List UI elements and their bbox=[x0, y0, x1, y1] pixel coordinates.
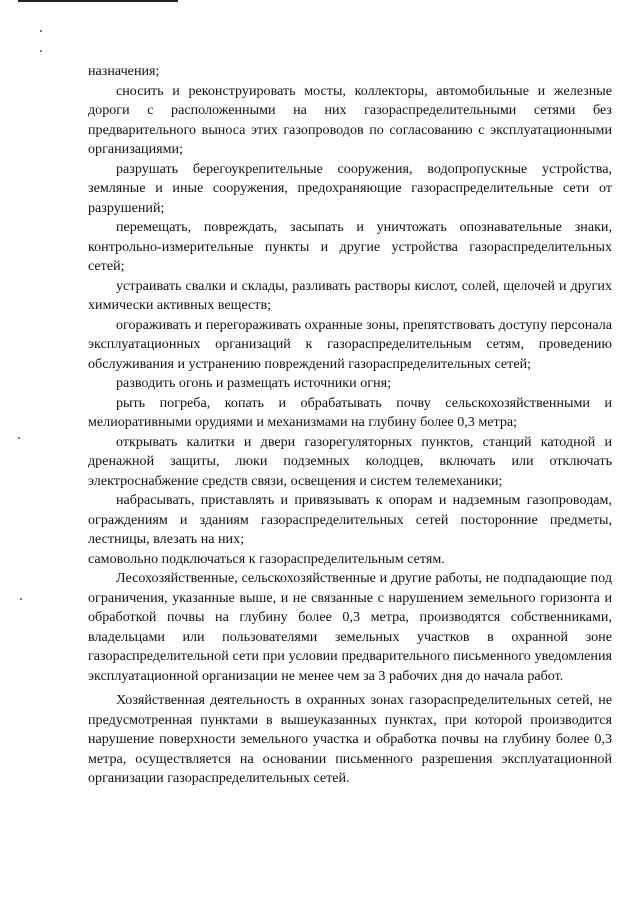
paragraph-item-fire: разводить огонь и размещать источники огня; bbox=[116, 375, 391, 391]
paragraph-item-bankworks: разрушать берегоукрепительные сооружения, водопропускные устройства, земляные и иные сооружения, предохраняющие газораспределительные сети от разрушений; bbox=[88, 160, 612, 216]
paragraph-item-bridges: сносить и реконструировать мосты, коллекторы, автомобильные и железные дороги с расположенными на них газораспределительными сетями без предварительного выноса этих газопроводов по согласованию с эксплуатационными организациями; bbox=[88, 82, 612, 157]
document-body bbox=[88, 62, 612, 789]
paragraph-item-fencing: огораживать и перегораживать охранные зоны, препятствовать доступу персонала эксплуатационных организаций к газораспределительным сетям, проведению обслуживания и устранению повреждений газораспределительных сетей; bbox=[88, 316, 612, 372]
scan-speck bbox=[18, 437, 20, 439]
top-rule bbox=[18, 0, 178, 2]
scan-speck bbox=[40, 50, 42, 52]
paragraph-item-digging: рыть погреба, копать и обрабатывать почву сельскохозяйственными и мелиоративными орудиями и механизмами на глубину более 0,3 метра; bbox=[88, 394, 612, 430]
paragraph-item-dumps: устраивать свалки и склады, разливать растворы кислот, солей, щелочей и других химически активных веществ; bbox=[88, 277, 612, 313]
paragraph-item-doors: открывать калитки и двери газорегуляторных пунктов, станций катодной и дренажной защиты, люки подземных колодцев, включать или отключать электроснабжение средств связи, освещения и систем телемеханики; bbox=[88, 433, 612, 489]
paragraph-item-connection: самовольно подключаться к газораспределительным сетям. bbox=[88, 550, 445, 567]
paragraph-continuation: назначения; bbox=[88, 63, 160, 79]
paragraph-item-objects: набрасывать, приставлять и привязывать к опорам и надземным газопроводам, ограждениям и зданиям газораспределительных сетей посторонние предметы, лестницы, влезать на них; bbox=[88, 492, 612, 547]
paragraph-item-signs: перемещать, повреждать, засыпать и уничтожать опознавательные знаки, контрольно-измерительные пункты и другие устройства газораспределительных сетей; bbox=[88, 219, 612, 274]
paragraph-economic-activity: Хозяйственная деятельность в охранных зонах газораспределительных сетей, не предусмотренная пунктами в вышеуказанных пунктах, при которой производится нарушение поверхности земельного участка и обработка почвы на глубину более 0,3 метра, осуществляется на основании письменного разрешения эксплуатационной организации газораспределительных сетей. bbox=[88, 692, 612, 786]
scan-speck bbox=[40, 30, 42, 32]
paragraph-forestry-works: Лесохозяйственные, сельскохозяйственные и другие работы, не подпадающие под ограничения, указанные выше, и не связанные с нарушением земельного горизонта и обработкой почвы на глубину более 0,3 метра, производятся собственниками, владельцами или пользователями земельных участков в охранной зоне газораспределительной сети при условии предварительного письменного уведомления эксплуатационной организации не менее чем за 3 рабочих дня до начала работ. bbox=[88, 570, 612, 684]
scan-speck bbox=[20, 598, 22, 600]
